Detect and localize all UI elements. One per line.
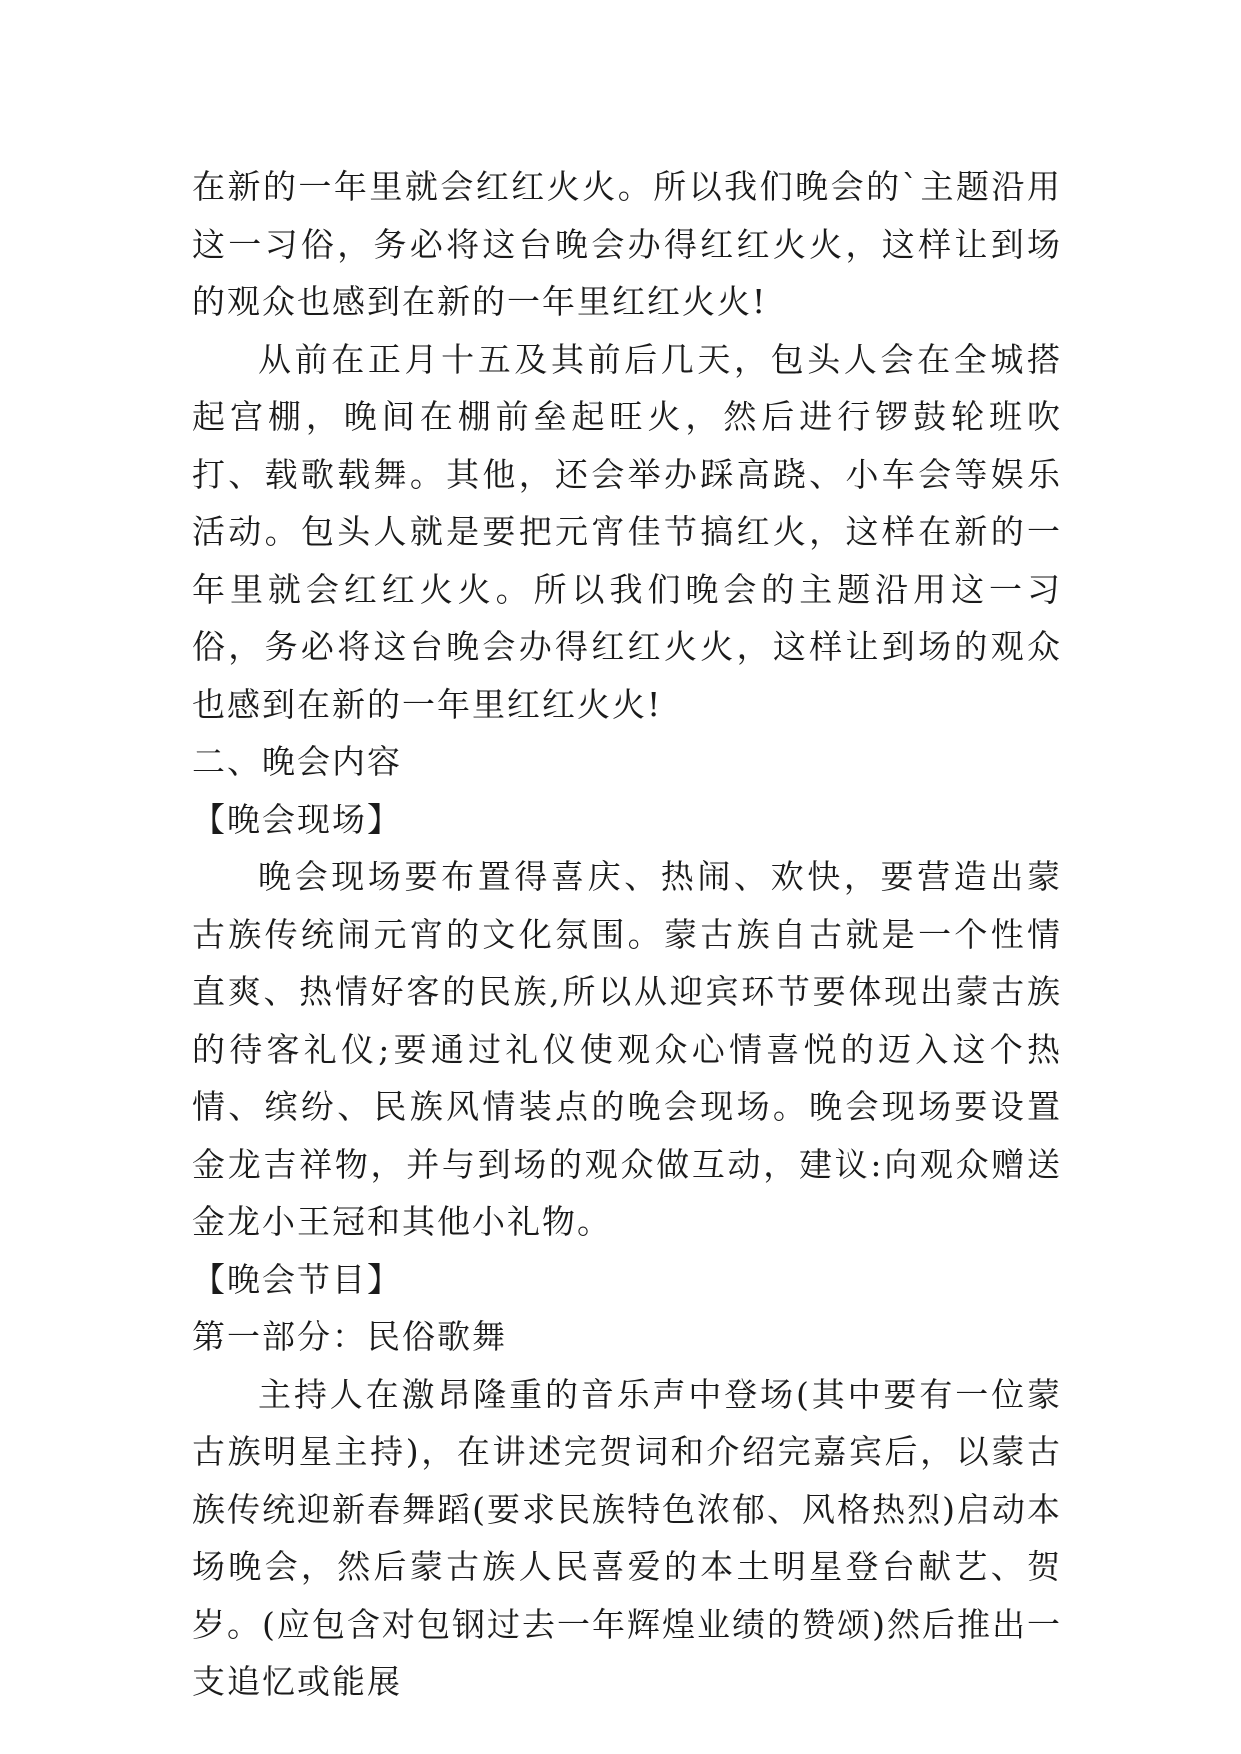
paragraph-venue: 晚会现场要布置得喜庆、热闹、欢快，要营造出蒙古族传统闹元宵的文化氛围。蒙古族自古就是一个性情直爽、热情好客的民族,所以从迎宾环节要体现出蒙古族的待客礼仪;要通过礼仪使观众心情喜悦的迈入这个热情、缤纷、民族风情装点的晚会现场。晚会现场要设置金龙吉祥物，并与到场的观众做互动，建议:向观众赠送金龙小王冠和其他小礼物。 <box>192 857 1062 1241</box>
paragraph-lantern-festival: 从前在正月十五及其前后几天，包头人会在全城搭起宫棚，晚间在棚前垒起旺火，然后进行锣鼓轮班吹打、载歌载舞。其他，还会举办踩高跷、小车会等娱乐活动。包头人就是要把元宵佳节搞红火，这样在新的一年里就会红红火火。所以我们晚会的主题沿用这一习俗，务必将这台晚会办得红红火火，这样让到场的观众也感到在新的一年里红红火火! <box>192 339 1062 724</box>
subheading-program: 【晚会节目】 <box>192 1259 402 1299</box>
paragraph-host-opening: 主持人在激昂隆重的音乐声中登场(其中要有一位蒙古族明星主持)，在讲述完贺词和介绍完嘉宾后，以蒙古族传统迎新春舞蹈(要求民族特色浓郁、风格热烈)启动本场晚会，然后蒙古族人民喜爱的本土明星登台献艺、贺岁。(应包含对包钢过去一年辉煌业绩的赞颂)然后推出一支追忆或能展 <box>192 1374 1062 1701</box>
document-body <box>192 158 1062 1711</box>
subheading-part-one: 第一部分：民俗歌舞 <box>192 1317 507 1356</box>
subheading-venue: 【晚会现场】 <box>192 799 402 839</box>
paragraph-continuation: 在新的一年里就会红红火火。所以我们晚会的`主题沿用这一习俗，务必将这台晚会办得红红火火，这样让到场的观众也感到在新的一年里红红火火! <box>192 167 1062 321</box>
section-heading-content: 二、晚会内容 <box>192 742 402 781</box>
